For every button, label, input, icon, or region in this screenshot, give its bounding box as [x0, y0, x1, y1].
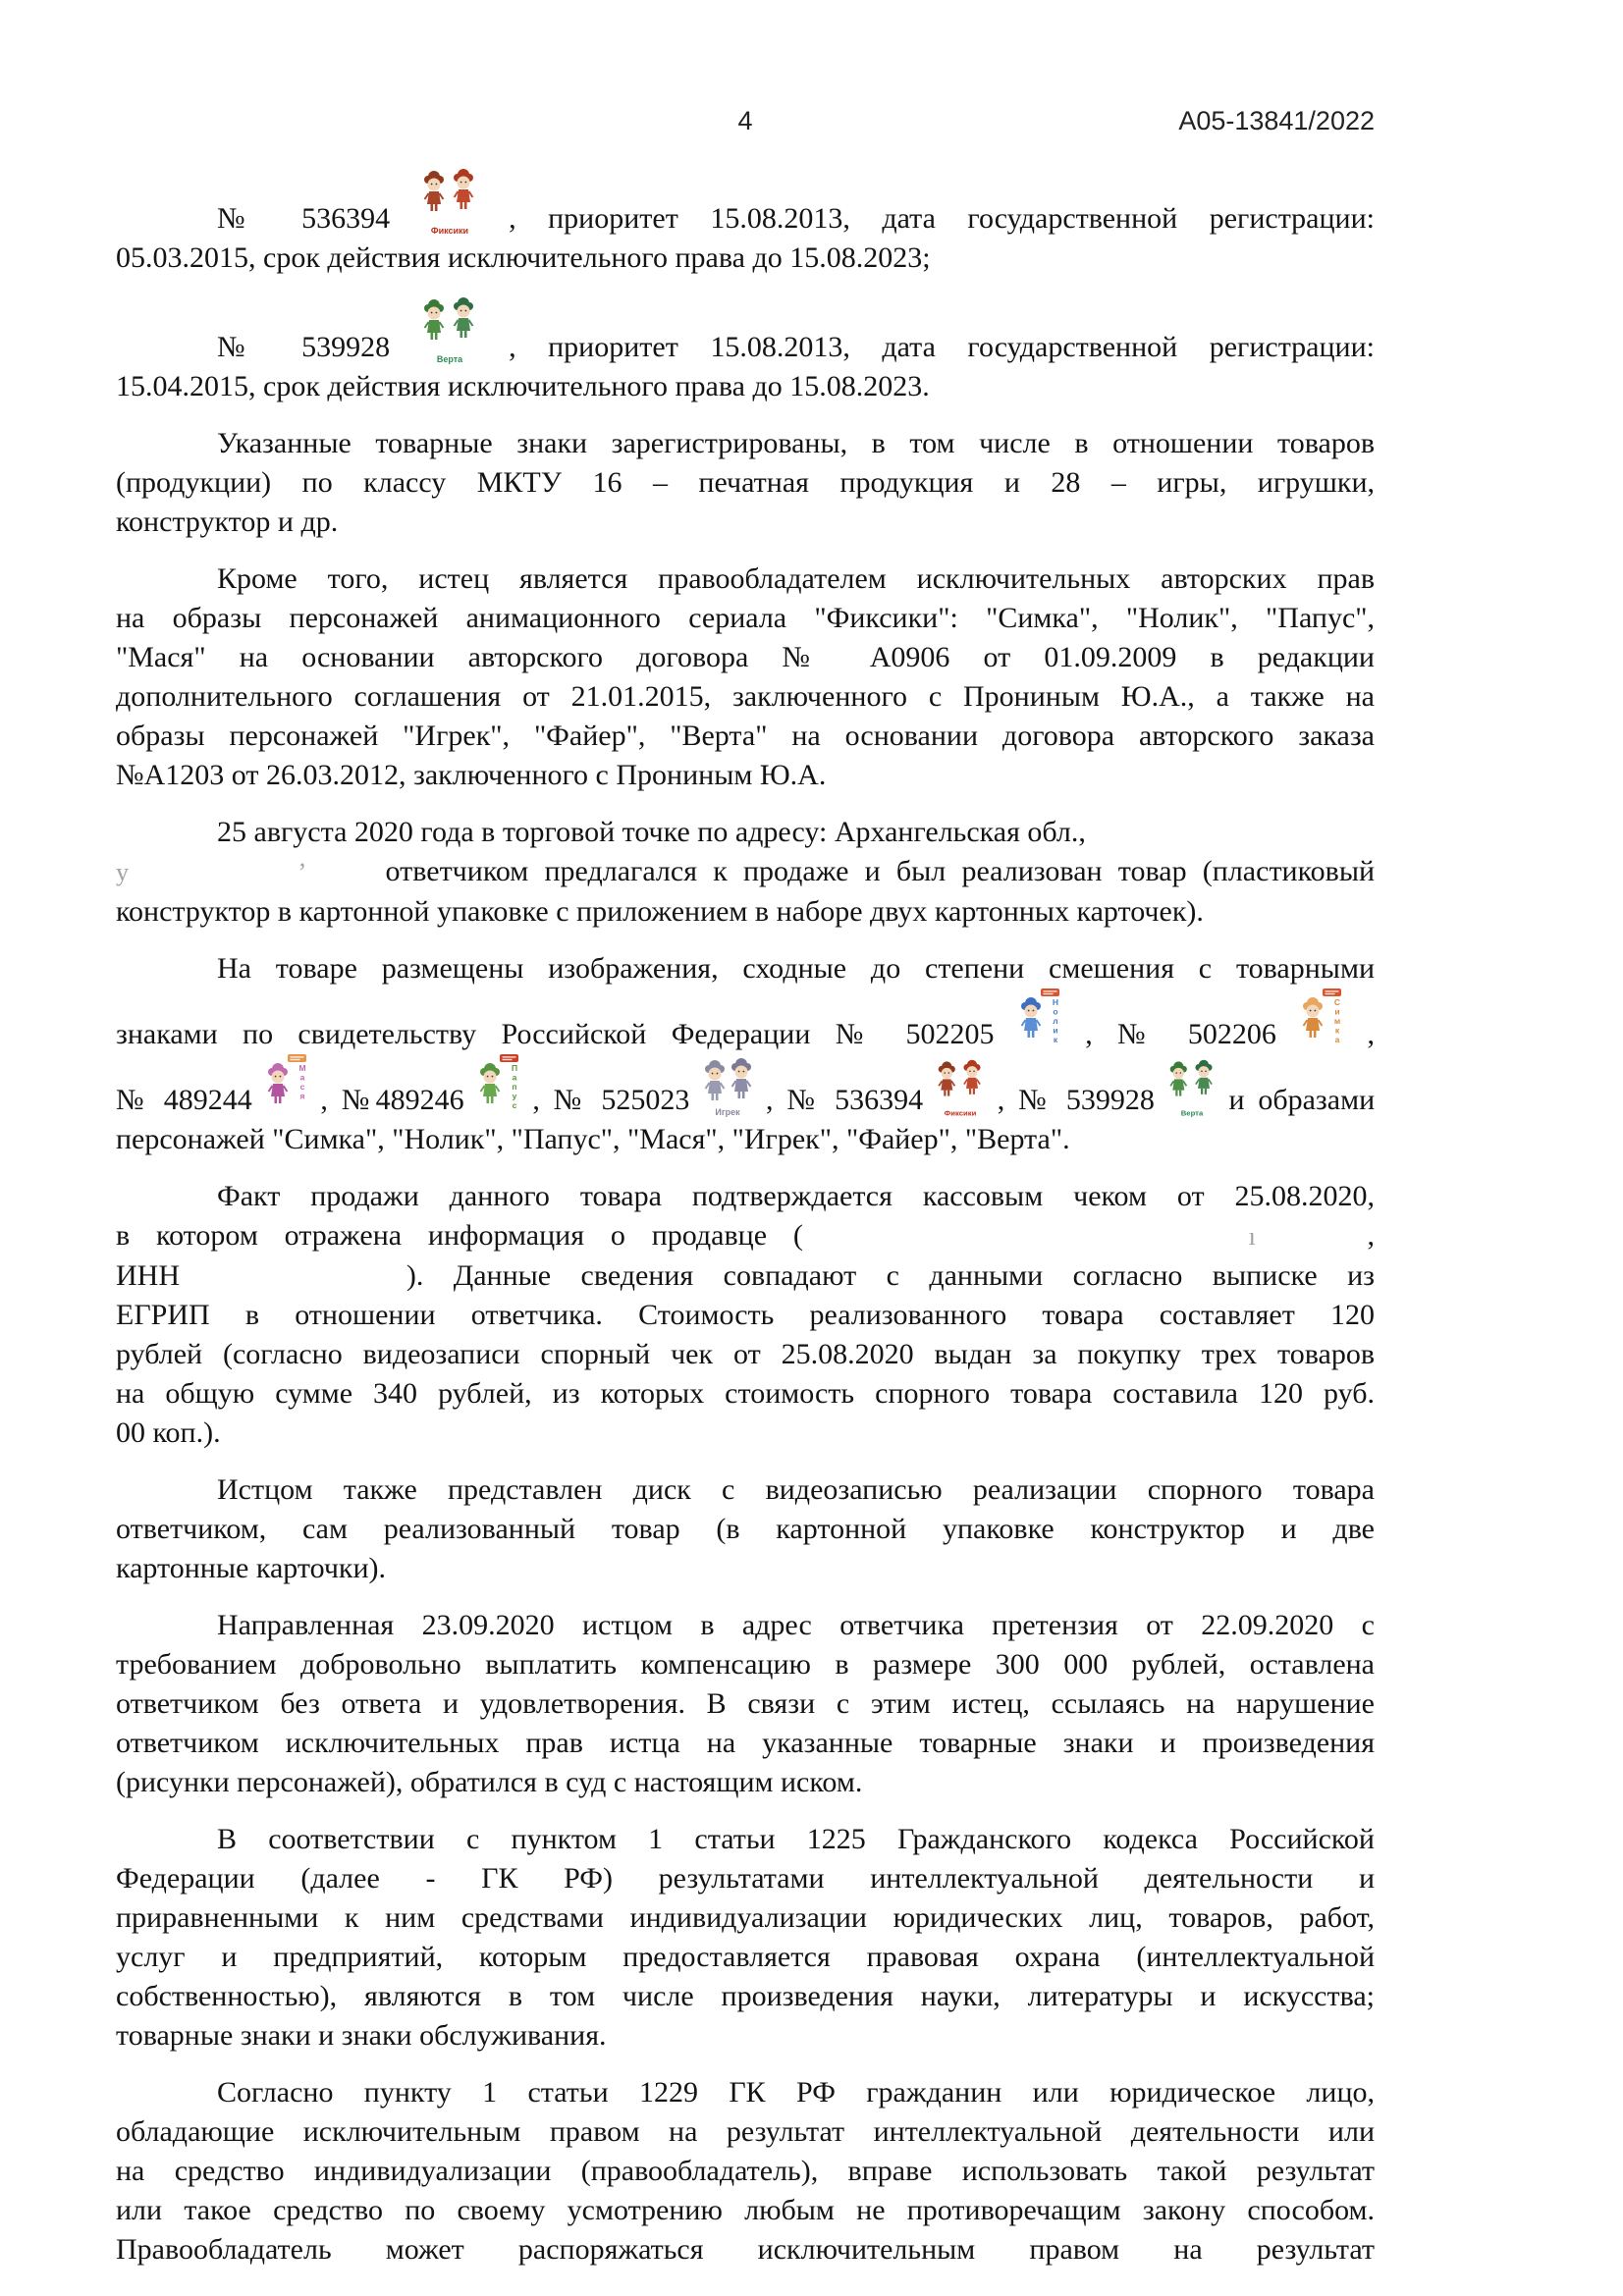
text-line	[116, 2191, 1375, 2230]
text-line	[116, 2152, 1375, 2191]
text-line	[116, 1296, 1375, 1335]
text-run: на средство индивидуализации (правообладатель), вправе использовать такой результат	[116, 2155, 1375, 2187]
text-line	[116, 1820, 1375, 1859]
text-line	[116, 638, 1375, 677]
text-run: , №489246	[320, 1084, 464, 1116]
paragraph	[116, 424, 1375, 542]
text-run: ответчиком без ответа и удовлетворения. В связи с этим истец, ссылаясь на нарушение	[116, 1687, 1375, 1720]
text-line	[116, 560, 1375, 599]
text-line	[116, 1606, 1375, 1645]
svg-text:Фиксики: Фиксики	[430, 226, 468, 236]
text-line	[116, 503, 1375, 542]
text-run: обладающие исключительным правом на результат интеллектуальной деятельности или	[116, 2115, 1375, 2148]
tm-536394-fiksiki-pair-icon	[937, 1058, 984, 1117]
text-run: , № 502206	[1085, 1018, 1302, 1050]
paragraph	[116, 1470, 1375, 1588]
redacted-blank-gap	[830, 1244, 1222, 1245]
text-run: , № 539928	[997, 1084, 1168, 1116]
text-run: , № 525023	[532, 1084, 704, 1116]
text-line	[116, 1645, 1375, 1684]
text-run: ответчиком, сам реализованный товар (в картонной упаковке конструктор и две	[116, 1513, 1375, 1545]
text-line	[116, 424, 1375, 463]
paragraph	[116, 813, 1375, 932]
text-run: 25 августа 2020 года в торговой точке по адресу: Архангельская обл.,	[217, 816, 1086, 848]
text-line	[116, 677, 1375, 717]
svg-text:с: с	[512, 1100, 516, 1110]
tm-536394-fiksiki-pair-icon	[422, 167, 477, 236]
text-run: товарные знаки и знаки обслуживания.	[116, 2019, 607, 2052]
text-line	[116, 1763, 1375, 1802]
text-run: знаками по свидетельству Российской Федерации № 502205	[116, 1018, 1019, 1050]
text-line	[116, 1977, 1375, 2016]
text-run: конструктор в картонной упаковке с приложением в наборе двух картонных карточек).	[116, 895, 1204, 928]
text-run: Кроме того, истец является правообладателем исключительных авторских прав	[217, 562, 1375, 595]
text-run: "Мася" на основании авторского договора № А0906 от 01.09.2009 в редакции	[116, 641, 1375, 673]
text-line	[116, 1374, 1375, 1414]
case-number: А05-13841/2022	[1178, 106, 1375, 135]
text-run: Согласно пункту 1 статьи 1229 ГК РФ гражданин или юридическое лицо,	[217, 2076, 1375, 2109]
text-run: (рисунки персонажей), обратился в суд с настоящим иском.	[116, 1766, 863, 1798]
svg-text:л: л	[1053, 1016, 1058, 1026]
text-run: требованием добровольно выплатить компенсацию в размере 300 000 рублей, оставлена	[116, 1648, 1375, 1681]
redaction-remnant-mark: ı	[1248, 1222, 1256, 1251]
text-run: рублей (согласно видеозаписи спорный чек от 25.08.2020 выдан за покупку трех товаров	[116, 1338, 1375, 1370]
text-line	[116, 1859, 1375, 1898]
svg-text:я: я	[299, 1091, 305, 1101]
svg-text:Фиксики: Фиксики	[944, 1108, 977, 1117]
text-run: Направленная 23.09.2020 истцом в адрес ответчика претензия от 22.09.2020 с	[217, 1609, 1375, 1641]
text-line	[116, 1470, 1375, 1510]
page-number: 4	[737, 106, 753, 135]
text-line	[116, 599, 1375, 638]
paragraph	[116, 1606, 1375, 1802]
text-line	[116, 988, 1375, 1054]
text-line	[116, 2112, 1375, 2152]
text-run: ). Данные сведения совпадают с данными согласно выписке из	[406, 1259, 1376, 1292]
svg-text:П: П	[511, 1063, 517, 1073]
svg-text:а: а	[299, 1072, 304, 1083]
text-run: , приоритет 15.08.2013, дата государственной регистрации:	[509, 202, 1376, 235]
text-run: (продукции) по классу МКТУ 16 – печатная продукция и 28 – игры, игрушки,	[116, 466, 1375, 499]
text-run: ,	[1367, 1018, 1376, 1050]
text-run: Правообладатель может распоряжаться исключительным правом на результат	[116, 2233, 1375, 2266]
tm-502205-nolik-icon	[1019, 988, 1060, 1051]
text-run: на образы персонажей анимационного сериала "Фиксики": "Симка", "Нолик", "Папус",	[116, 602, 1375, 634]
redacted-blank-gap	[209, 1284, 376, 1285]
svg-text:у: у	[512, 1091, 516, 1101]
text-line	[116, 1414, 1375, 1453]
text-line	[116, 239, 1375, 278]
tm-539928-verta-pair-icon	[422, 295, 477, 364]
document-body	[116, 167, 1375, 2287]
text-line	[116, 1898, 1375, 1938]
tm-489246-papus-icon	[478, 1054, 519, 1117]
text-run: и образами	[1228, 1084, 1376, 1116]
text-run: ответчиком исключительных прав истца на указанные товарные знаки и произведения	[116, 1727, 1375, 1759]
tm-489244-masya-icon	[266, 1054, 307, 1117]
text-run: , № 536394	[766, 1084, 937, 1116]
text-line	[116, 1510, 1375, 1549]
svg-text:а: а	[1334, 1035, 1340, 1044]
text-line	[116, 949, 1375, 988]
text-line	[116, 1724, 1375, 1763]
text-run: Истцом также представлен диск с видеозаписью реализации спорного товара	[217, 1473, 1375, 1506]
text-run: образы персонажей "Игрек", "Файер", "Верта" на основании договора авторского заказа	[116, 720, 1375, 752]
text-line	[116, 892, 1375, 932]
text-line	[116, 852, 1375, 892]
redaction-remnant-mark: у	[116, 858, 129, 886]
text-run: В соответствии с пунктом 1 статьи 1225 Гражданского кодекса Российской	[217, 1823, 1375, 1855]
redacted-blank-gap	[1282, 1244, 1341, 1245]
text-line	[116, 1938, 1375, 1977]
text-line	[116, 1335, 1375, 1374]
svg-text:Верта: Верта	[436, 354, 462, 364]
svg-text:и: и	[1334, 1006, 1340, 1017]
paragraph	[116, 1820, 1375, 2056]
text-run: услуг и предприятий, которым предоставляется правовая охрана (интеллектуальной	[116, 1941, 1375, 1973]
text-line	[116, 1256, 1375, 1296]
text-run: ИНН	[116, 1259, 180, 1292]
svg-text:М: М	[298, 1063, 306, 1073]
text-run: собственностью), являются в том числе произведения науки, литературы и искусства;	[116, 1980, 1375, 2012]
redacted-blank-gap	[322, 880, 369, 881]
text-line	[116, 463, 1375, 503]
text-run: На товаре размещены изображения, сходные до степени смешения с товарными	[217, 952, 1375, 985]
text-line	[116, 1216, 1375, 1256]
svg-text:С: С	[1334, 997, 1341, 1007]
tm-502206-simka-icon	[1301, 988, 1342, 1051]
text-run: или такое средство по своему усмотрению любым не противоречащим закону способом.	[116, 2194, 1375, 2226]
paragraph	[116, 167, 1375, 278]
text-line	[116, 1054, 1375, 1120]
text-line	[116, 295, 1375, 367]
text-line	[116, 813, 1375, 852]
redaction-remnant-mark: ’	[298, 858, 307, 886]
svg-text:и: и	[1053, 1025, 1058, 1036]
svg-text:к: к	[1053, 1035, 1057, 1044]
paragraph	[116, 560, 1375, 795]
text-run: приравненными к ним средствами индивидуализации юридических лиц, товаров, работ,	[116, 1901, 1375, 1934]
page-header	[116, 106, 1375, 141]
text-line	[116, 717, 1375, 756]
paragraph	[116, 2073, 1375, 2269]
text-line	[116, 1120, 1375, 1159]
tm-539928-verta-pair-icon	[1168, 1058, 1216, 1117]
svg-text:а: а	[512, 1072, 516, 1083]
text-run: ,	[1367, 1219, 1376, 1252]
text-run: конструктор и др.	[116, 506, 339, 538]
text-run: Факт продажи данного товара подтверждается кассовым чеком от 25.08.2020,	[217, 1180, 1375, 1212]
text-run: 05.03.2015, срок действия исключительного права до 15.08.2023;	[116, 241, 931, 274]
redacted-blank-gap	[144, 880, 282, 881]
paragraph	[116, 949, 1375, 1159]
svg-text:Верта: Верта	[1180, 1108, 1203, 1117]
svg-text:Игрек: Игрек	[715, 1107, 740, 1117]
text-line	[116, 1177, 1375, 1216]
text-run: Указанные товарные знаки зарегистрированы, в том числе в отношении товаров	[217, 427, 1375, 459]
paragraph	[116, 295, 1375, 406]
text-run: персонажей "Симка", "Нолик", "Папус", "Мася", "Игрек", "Файер", "Верта".	[116, 1123, 1070, 1155]
text-run: на общую сумме 340 рублей, из которых стоимость спорного товара составила 120 руб.	[116, 1377, 1375, 1410]
svg-text:п: п	[511, 1082, 517, 1092]
tm-525023-igrek-pair-icon	[703, 1056, 752, 1117]
text-run: дополнительного соглашения от 21.01.2015, заключенного с Прониным Ю.А., а также на	[116, 680, 1375, 713]
text-line	[116, 167, 1375, 239]
text-line	[116, 1684, 1375, 1724]
text-run: № 539928	[217, 331, 422, 363]
text-line	[116, 2230, 1375, 2269]
text-run: ЕГРИП в отношении ответчика. Стоимость реализованного товара составляет 120	[116, 1299, 1375, 1331]
text-run: 00 коп.).	[116, 1416, 221, 1449]
paragraph	[116, 1177, 1375, 1453]
svg-text:к: к	[1335, 1025, 1340, 1036]
svg-text:м: м	[1334, 1016, 1341, 1026]
svg-text:Н: Н	[1052, 997, 1058, 1007]
text-run: , приоритет 15.08.2013, дата государственной регистрации:	[509, 331, 1376, 363]
text-run: Федерации (далее - ГК РФ) результатами интеллектуальной деятельности и	[116, 1862, 1375, 1895]
text-run: 15.04.2015, срок действия исключительного права до 15.08.2023.	[116, 370, 930, 402]
svg-text:с: с	[299, 1082, 304, 1092]
text-line	[116, 2016, 1375, 2056]
text-run: в котором отражена информация о продавце (	[116, 1219, 803, 1252]
text-line	[116, 756, 1375, 795]
text-line	[116, 367, 1375, 406]
text-run: №А1203 от 26.03.2012, заключенного с Прониным Ю.А.	[116, 759, 827, 791]
svg-text:о: о	[1053, 1006, 1058, 1017]
text-line	[116, 2073, 1375, 2112]
text-run: картонные карточки).	[116, 1552, 387, 1584]
text-line	[116, 1549, 1375, 1588]
text-run: ответчиком предлагался к продаже и был реализован товар (пластиковый	[385, 855, 1376, 887]
text-run: № 536394	[217, 202, 422, 235]
text-run: № 489244	[116, 1084, 266, 1116]
